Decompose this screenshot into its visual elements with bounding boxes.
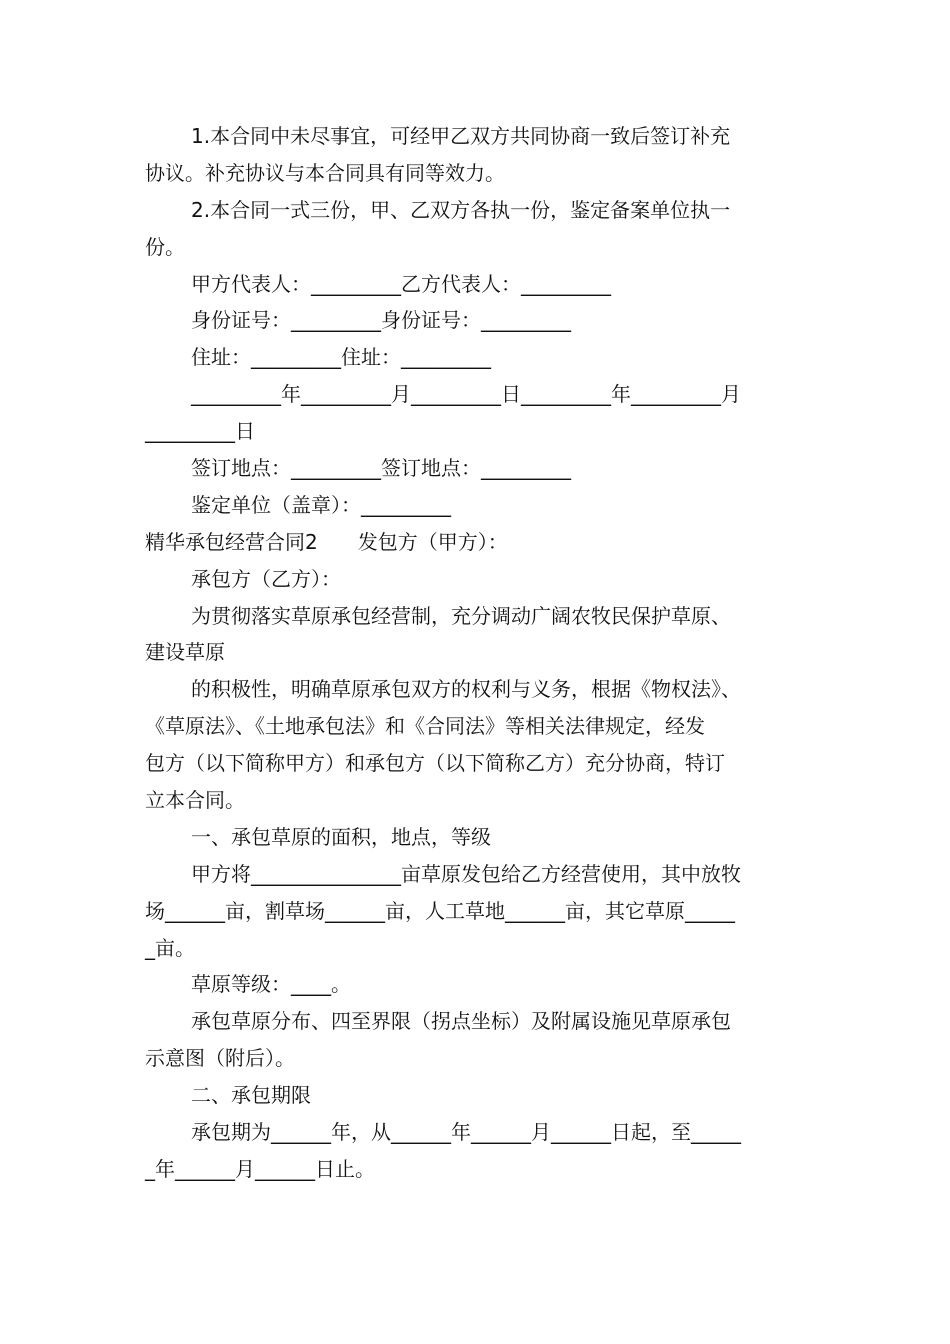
text-line: 包方（以下简称甲方）和承包方（以下简称乙方）充分协商，特订 (145, 751, 725, 776)
contract-heading: 精华承包经营合同2 发包方（甲方）： (145, 529, 508, 554)
text-line: 份。 (145, 234, 185, 259)
text-line: 甲方将_______________亩草原发包给乙方经营使用，其中放牧 (191, 861, 741, 886)
text-line: 示意图（附后）。 (145, 1046, 295, 1071)
signature-line-date-cont: _________日 (145, 419, 255, 444)
text-line: _年______月______日止。 (145, 1156, 375, 1181)
text-line: 的积极性，明确草原承包双方的权利与义务，根据《物权法》、 (191, 677, 741, 702)
text-line: 承包期为______年，从______年______月______日起，至_____ (191, 1120, 741, 1145)
text-line: 1.本合同中未尽事宜，可经甲乙双方共同协商一致后签订补充 (191, 124, 731, 148)
signature-line-appraisal-unit: 鉴定单位（盖章）：_________ (191, 492, 451, 517)
text-line: 承包方（乙方）： (191, 566, 341, 591)
text-line: 草原等级：____。 (191, 972, 351, 997)
text-line: 建设草原 (145, 640, 225, 665)
section-heading: 二、承包期限 (191, 1083, 311, 1108)
text-line: 2.本合同一式三份，甲、乙双方各执一份，鉴定备案单位执一 (191, 197, 731, 222)
signature-line-address: 住址：_________住址：_________ (191, 345, 491, 370)
signature-line-representative: 甲方代表人：_________乙方代表人：_________ (191, 271, 611, 296)
document-page (145, 118, 810, 1188)
text-line: 立本合同。 (145, 788, 245, 813)
text-line: 承包草原分布、四至界限（拐点坐标）及附属设施见草原承包 (191, 1009, 731, 1034)
text-line: _亩。 (145, 935, 195, 960)
text-line: 为贯彻落实草原承包经营制，充分调动广阔农牧民保护草原、 (191, 603, 731, 628)
signature-line-id-number: 身份证号：_________身份证号：_________ (191, 308, 571, 333)
section-heading: 一、承包草原的面积，地点，等级 (191, 824, 491, 849)
text-line: 场______亩，割草场______亩，人工草地______亩，其它草原_____ (145, 898, 735, 923)
text-line: 协议。补充协议与本合同具有同等效力。 (145, 160, 505, 185)
signature-line-date: _________年_________月_________日_________年_________月 (191, 382, 741, 407)
text-line: 《草原法》、《土地承包法》和《合同法》等相关法律规定，经发 (145, 714, 705, 739)
signature-line-place: 签订地点：_________签订地点：_________ (191, 456, 571, 481)
